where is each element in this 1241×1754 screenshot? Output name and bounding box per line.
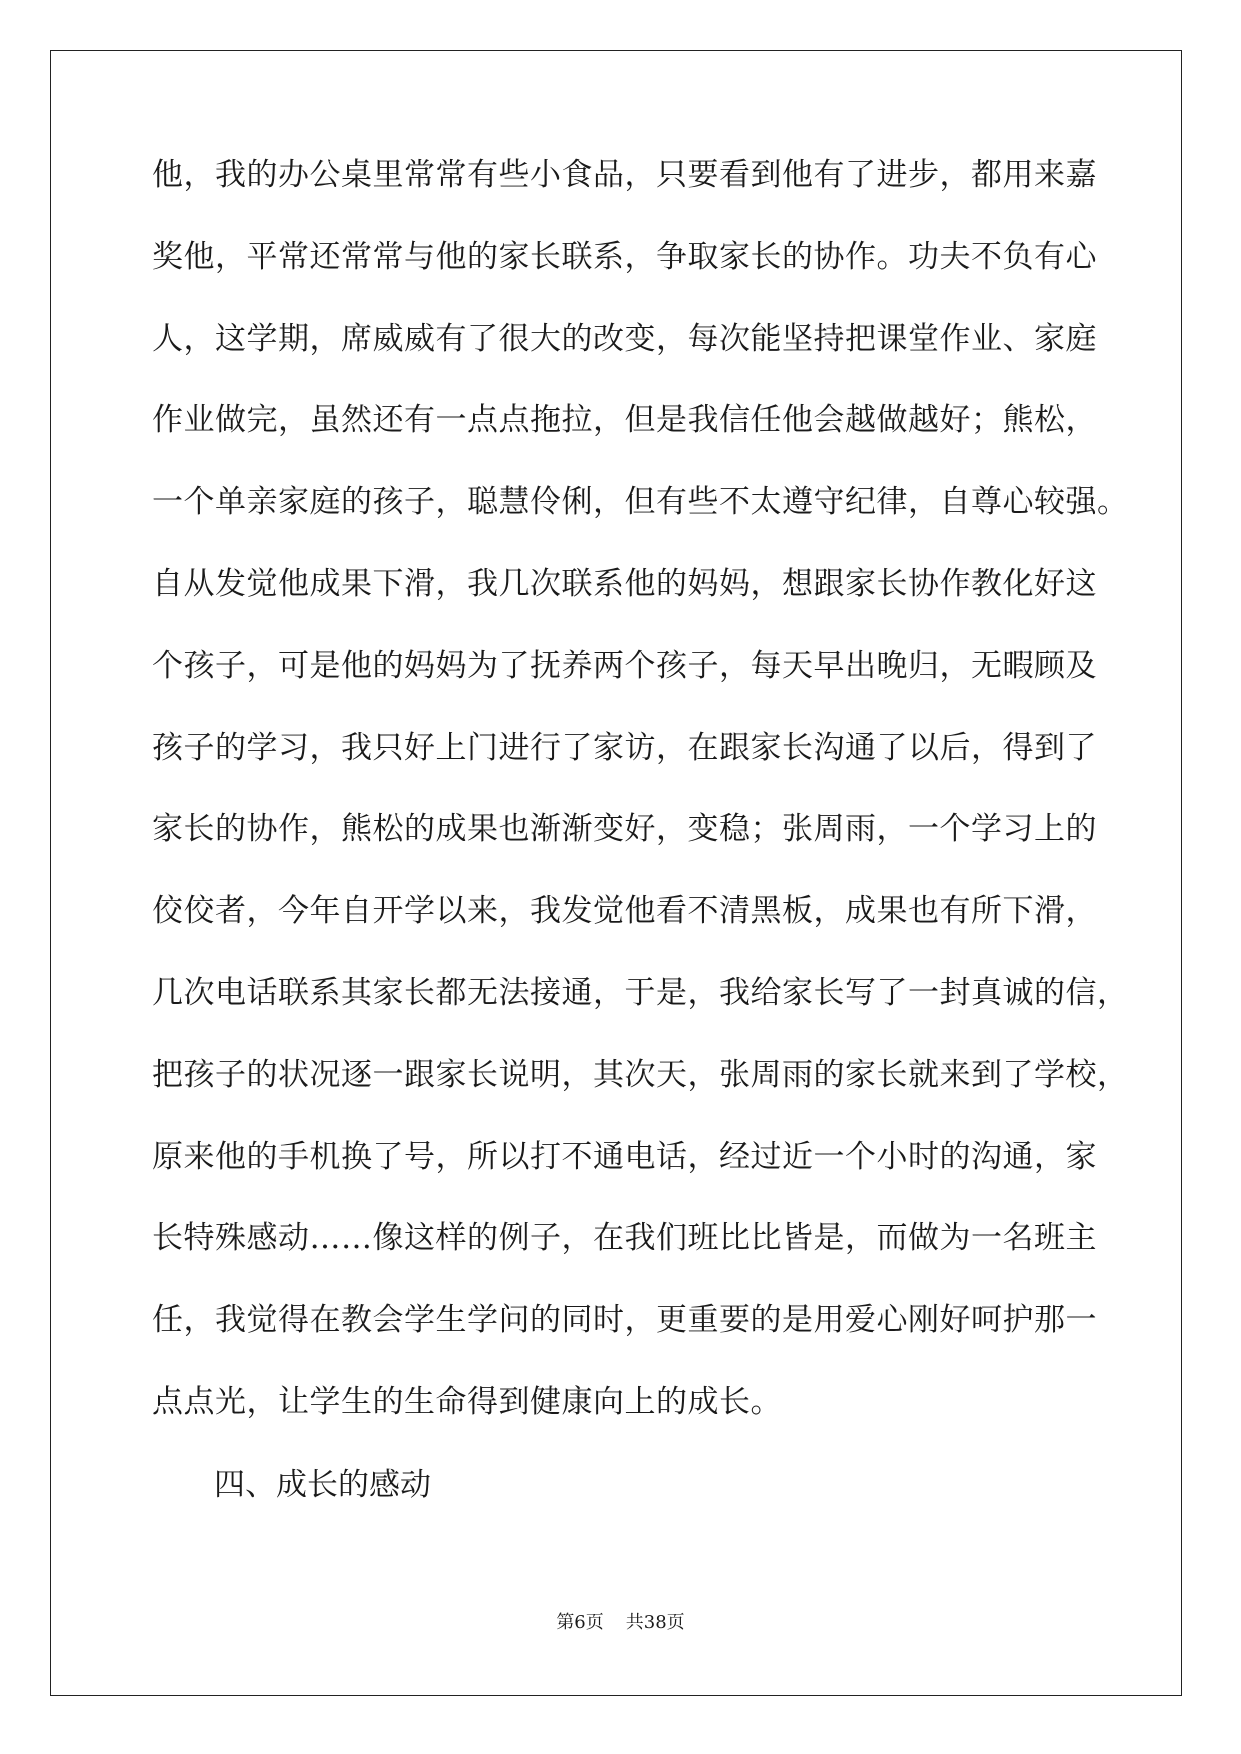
paragraph-line: 把孩子的状况逐一跟家长说明，其次天，张周雨的家长就来到了学校， <box>152 1056 1129 1093</box>
paragraph-line: 佼佼者，今年自开学以来，我发觉他看不清黑板，成果也有所下滑， <box>152 893 1097 930</box>
paragraph-line: 自从发觉他成果下滑，我几次联系他的妈妈，想跟家长协作教化好这 <box>152 565 1097 602</box>
paragraph-line: 一个单亲家庭的孩子，聪慧伶俐，但有些不太遵守纪律，自尊心较强。 <box>152 484 1129 521</box>
page-footer <box>0 1612 1241 1634</box>
paragraph-line: 人，这学期，席威威有了很大的改变，每次能坚持把课堂作业、家庭 <box>152 320 1097 357</box>
paragraph-line: 点点光，让学生的生命得到健康向上的成长。 <box>152 1383 782 1420</box>
paragraph-line: 他，我的办公桌里常常有些小食品，只要看到他有了进步，都用来嘉 <box>152 157 1097 193</box>
paragraph-line: 作业做完，虽然还有一点点拖拉，但是我信任他会越做越好；熊松， <box>152 402 1097 439</box>
paragraph-line: 原来他的手机换了号，所以打不通电话，经过近一个小时的沟通，家 <box>152 1138 1097 1175</box>
paragraph-line: 孩子的学习，我只好上门进行了家访，在跟家长沟通了以后，得到了 <box>152 729 1097 766</box>
paragraph-line: 长特殊感动……像这样的例子，在我们班比比皆是，而做为一名班主 <box>152 1220 1097 1257</box>
page-number: 第6页 <box>556 1612 604 1633</box>
section-heading: 四、成长的感动 <box>214 1467 431 1503</box>
page-total: 共38页 <box>625 1612 685 1633</box>
paragraph-line: 任，我觉得在教会学生学问的同时，更重要的是用爱心刚好呵护那一 <box>152 1302 1097 1339</box>
body-paragraph <box>152 157 1129 1469</box>
paragraph-line: 奖他，平常还常常与他的家长联系，争取家长的协作。功夫不负有心 <box>152 238 1097 275</box>
paragraph-line: 家长的协作，熊松的成果也渐渐变好，变稳；张周雨，一个学习上的 <box>152 811 1097 848</box>
paragraph-line: 个孩子，可是他的妈妈为了抚养两个孩子，每天早出晚归，无暇顾及 <box>152 647 1097 684</box>
paragraph-line: 几次电话联系其家长都无法接通，于是，我给家长写了一封真诚的信， <box>152 974 1129 1011</box>
